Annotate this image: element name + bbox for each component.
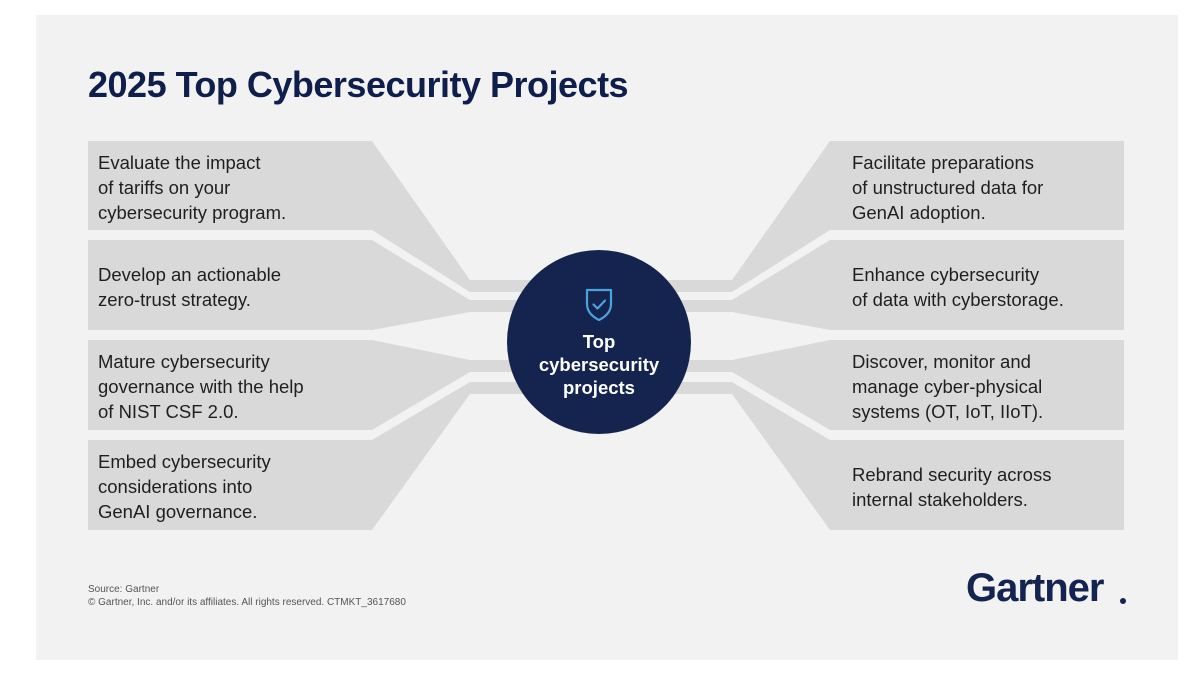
hub-label [539,330,659,399]
left-project-2-line: zero-trust strategy. [98,289,251,310]
right-project-1 [852,150,1043,225]
hub-label-line: Top [582,330,616,352]
left-project-1 [98,150,286,225]
left-project-3-line: governance with the help [98,376,304,397]
left-project-2-line: Develop an actionable [98,264,282,285]
right-project-1-line: of unstructured data for [852,177,1044,198]
right-project-3-line: systems (OT, IoT, IIoT). [852,401,1044,422]
left-project-3-line: Mature cybersecurity [98,351,270,372]
gartner-logo: Gartner [966,566,1104,610]
right-project-1-line: Facilitate preparations [852,152,1035,173]
hub-label-line: projects [563,376,635,398]
right-project-4-line: internal stakeholders. [852,489,1028,510]
logo-dot [1120,598,1126,604]
right-project-4 [852,462,1051,512]
left-project-4-line: Embed cybersecurity [98,451,271,472]
left-project-3-line: of NIST CSF 2.0. [98,401,239,422]
shield-check-icon [583,286,615,322]
right-project-2 [852,262,1064,312]
copyright-line: © Gartner, Inc. and/or its affiliates. All rights reserved. CTMKT_3617680 [88,597,406,608]
left-project-1-line: cybersecurity program. [98,202,287,223]
right-project-2-line: Enhance cybersecurity [852,264,1040,285]
hub-label-line: cybersecurity [538,353,660,375]
right-project-1-line: GenAI adoption. [852,202,986,223]
left-project-2 [98,262,281,312]
left-project-1-line: of tariffs on your [98,177,231,198]
left-project-1-line: Evaluate the impact [98,152,261,173]
right-project-3-line: manage cyber-physical [852,376,1043,397]
source-note [88,583,406,609]
right-project-2-line: of data with cyberstorage. [852,289,1064,310]
left-project-3 [98,349,304,424]
right-project-3 [852,349,1043,424]
left-project-4 [98,449,271,524]
left-project-4-line: considerations into [98,476,253,497]
left-project-4-line: GenAI governance. [98,501,258,522]
source-line: Source: Gartner [88,584,160,595]
right-project-3-line: Discover, monitor and [852,351,1031,372]
page-title: 2025 Top Cybersecurity Projects [88,64,629,105]
right-project-4-line: Rebrand security across [852,464,1052,485]
center-hub [507,250,691,434]
